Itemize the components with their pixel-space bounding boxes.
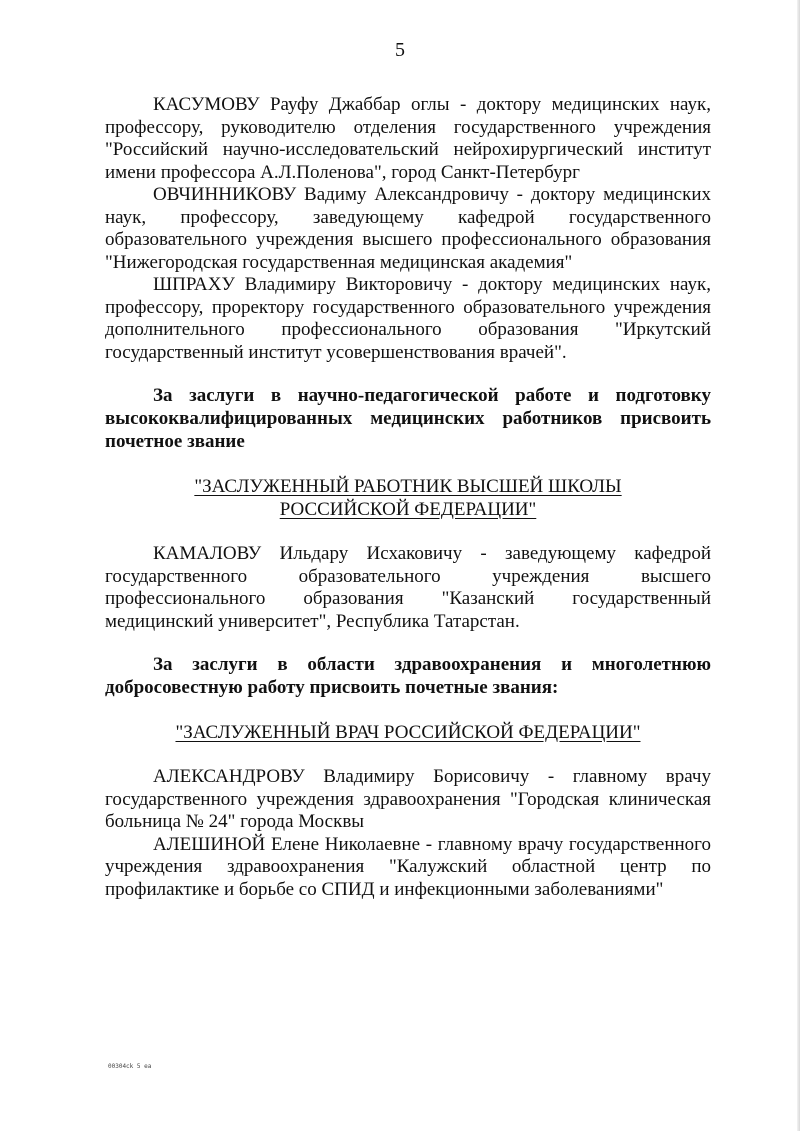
footer-code: 00304ck 5 ea (108, 1063, 152, 1070)
document-body (105, 94, 711, 901)
honorary-title-higher-school-line-1: "ЗАСЛУЖЕННЫЙ РАБОТНИК ВЫСШЕЙ ШКОЛЫ (194, 476, 622, 497)
paragraph-aleshina: АЛЕШИНОЙ Елене Николаевне - главному врачу государственного учреждения здравоохранения "Калужский областной центр по профилактике и борьбе со СПИД и инфекционными заболеваниями" (105, 833, 711, 900)
paragraph-aleksandrov: АЛЕКСАНДРОВУ Владимиру Борисовичу - главному врачу государственного учреждения здравоохранения "Городская клиническая больница № 24" города Москвы (105, 766, 711, 832)
paragraph-shprakh: ШПРАХУ Владимиру Викторовичу - доктору медицинских наук, профессору, проректору государственного образовательного учреждения дополнительного профессионального образования "Иркутский государственный институт усовершенствования врачей". (105, 274, 711, 363)
honorary-title-doctor: "ЗАСЛУЖЕННЫЙ ВРАЧ РОССИЙСКОЙ ФЕДЕРАЦИИ" (175, 722, 641, 743)
paragraph-kasumov: КАСУМОВУ Рауфу Джаббар оглы - доктору медицинских наук, профессору, руководителю отделения государственного учреждения "Российский научно-исследовательский нейрохирургический институт имени профессора А.Л.Поленова", город Санкт-Петербург (105, 94, 711, 183)
paragraph-ovchinnikov: ОВЧИННИКОВУ Вадиму Александровичу - доктору медицинских наук, профессору, заведующему кафедрой государственного образовательного учреждения высшего профессионального образования "Нижегородская государственная медицинская академия" (105, 184, 711, 273)
section-heading-higher-school: За заслуги в научно-педагогической работе и подготовку высококвалифицированных медицинских работников присвоить почетное звание (105, 385, 711, 452)
section-heading-healthcare: За заслуги в области здравоохранения и многолетнюю добросовестную работу присвоить почетные звания: (105, 654, 711, 698)
page-number: 5 (395, 39, 405, 61)
paragraph-kamalov: КАМАЛОВУ Ильдару Исхаковичу - заведующему кафедрой государственного образовательного учреждения высшего профессионального образования "Казанский государственный медицинский университет", Республика Татарстан. (105, 543, 711, 632)
honorary-title-higher-school-line-2: РОССИЙСКОЙ ФЕДЕРАЦИИ" (279, 499, 537, 520)
